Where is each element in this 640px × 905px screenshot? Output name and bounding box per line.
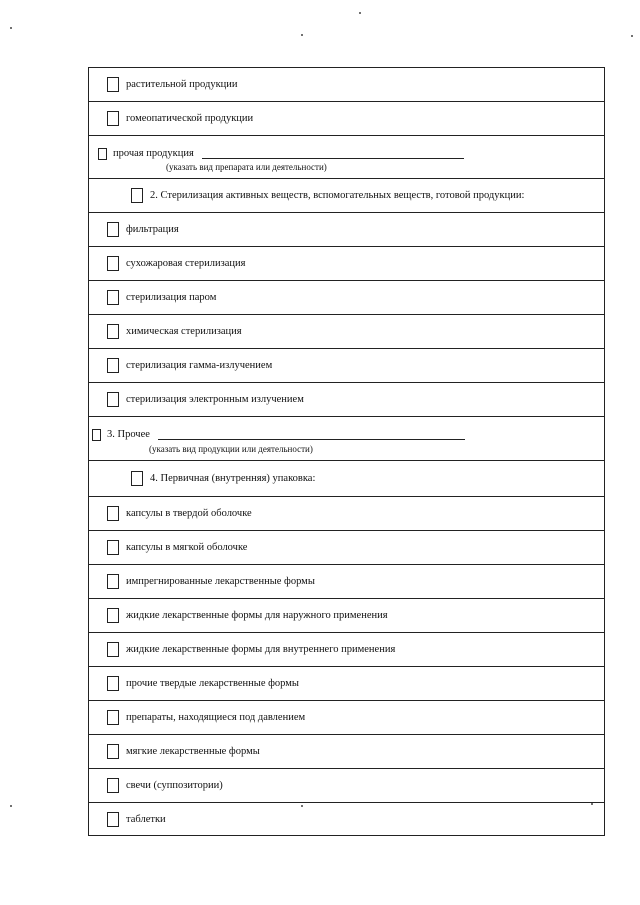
- scan-speck: [10, 27, 12, 29]
- row-herbal: [89, 68, 604, 102]
- label-suppositories: свечи (суппозитории): [126, 780, 223, 791]
- label-chemical: химическая стерилизация: [126, 326, 242, 337]
- checkbox-suppositories[interactable]: [107, 778, 119, 793]
- row-other-products: [89, 136, 604, 179]
- label-filtration: фильтрация: [126, 224, 179, 235]
- row-homeopathic: [89, 102, 604, 136]
- label-homeopathic: гомеопатической продукции: [126, 113, 254, 124]
- row-suppositories: [89, 769, 604, 803]
- row-hard-capsules: [89, 497, 604, 531]
- checkbox-other-products[interactable]: [98, 148, 107, 160]
- label-hard-capsules: капсулы в твердой оболочке: [126, 508, 252, 519]
- label-tablets: таблетки: [126, 813, 166, 825]
- label-gamma: стерилизация гамма-излучением: [126, 360, 273, 371]
- label-pressurized: препараты, находящиеся под давлением: [126, 712, 306, 723]
- checkbox-hard-capsules[interactable]: [107, 506, 119, 521]
- checkbox-section3[interactable]: [92, 429, 101, 441]
- scan-speck: [10, 805, 12, 807]
- row-tablets: [89, 803, 604, 835]
- label-impregnated: импрегнированные лекарственные формы: [126, 576, 315, 587]
- label-other-solid: прочие твердые лекарственные формы: [126, 678, 299, 689]
- row-section4-header: [89, 461, 604, 497]
- checkbox-steam[interactable]: [107, 290, 119, 305]
- checkbox-dry-heat[interactable]: [107, 256, 119, 271]
- label-other-products: прочая продукция: [113, 148, 194, 159]
- other-products-hint: (указать вид препарата или деятельности): [166, 162, 327, 172]
- row-soft-capsules: [89, 531, 604, 565]
- label-electron: стерилизация электронным излучением: [126, 394, 304, 405]
- row-dry-heat: [89, 247, 604, 281]
- checkbox-pressurized[interactable]: [107, 710, 119, 725]
- row-section2-header: [89, 179, 604, 213]
- row-pressurized: [89, 701, 604, 735]
- section3-hint: (указать вид продукции или деятельности): [149, 444, 313, 454]
- row-section3: [89, 417, 604, 461]
- scan-speck: [301, 34, 303, 36]
- checkbox-section4[interactable]: [131, 471, 143, 486]
- row-steam: [89, 281, 604, 315]
- row-other-solid: [89, 667, 604, 701]
- checkbox-liquid-internal[interactable]: [107, 642, 119, 657]
- label-soft-capsules: капсулы в мягкой оболочке: [126, 542, 248, 553]
- checkbox-herbal[interactable]: [107, 77, 119, 92]
- checkbox-filtration[interactable]: [107, 222, 119, 237]
- other-products-input-line[interactable]: [202, 158, 464, 159]
- checkbox-electron[interactable]: [107, 392, 119, 407]
- checkbox-other-solid[interactable]: [107, 676, 119, 691]
- checkbox-chemical[interactable]: [107, 324, 119, 339]
- row-gamma: [89, 349, 604, 383]
- section4-title: 4. Первичная (внутренняя) упаковка:: [150, 473, 316, 484]
- row-soft-forms: [89, 735, 604, 769]
- checkbox-homeopathic[interactable]: [107, 111, 119, 126]
- scan-speck: [359, 12, 361, 14]
- label-herbal: растительной продукции: [126, 79, 238, 90]
- label-dry-heat: сухожаровая стерилизация: [126, 258, 246, 269]
- checkbox-section2[interactable]: [131, 188, 143, 203]
- row-chemical: [89, 315, 604, 349]
- scan-speck: [631, 35, 633, 37]
- row-electron: [89, 383, 604, 417]
- row-liquid-external: [89, 599, 604, 633]
- checkbox-tablets[interactable]: [107, 812, 119, 827]
- checkbox-gamma[interactable]: [107, 358, 119, 373]
- section2-title: 2. Стерилизация активных веществ, вспомогательных веществ, готовой продукции:: [150, 190, 525, 201]
- checkbox-liquid-external[interactable]: [107, 608, 119, 623]
- row-liquid-internal: [89, 633, 604, 667]
- section3-label: 3. Прочее: [107, 429, 150, 440]
- label-steam: стерилизация паром: [126, 292, 217, 303]
- label-liquid-internal: жидкие лекарственные формы для внутреннего применения: [126, 644, 396, 655]
- row-filtration: [89, 213, 604, 247]
- row-impregnated: [89, 565, 604, 599]
- checkbox-soft-capsules[interactable]: [107, 540, 119, 555]
- label-soft-forms: мягкие лекарственные формы: [126, 746, 260, 757]
- label-liquid-external: жидкие лекарственные формы для наружного применения: [126, 610, 388, 621]
- checkbox-impregnated[interactable]: [107, 574, 119, 589]
- section3-input-line[interactable]: [158, 439, 465, 440]
- production-form-table: [88, 67, 605, 836]
- checkbox-soft-forms[interactable]: [107, 744, 119, 759]
